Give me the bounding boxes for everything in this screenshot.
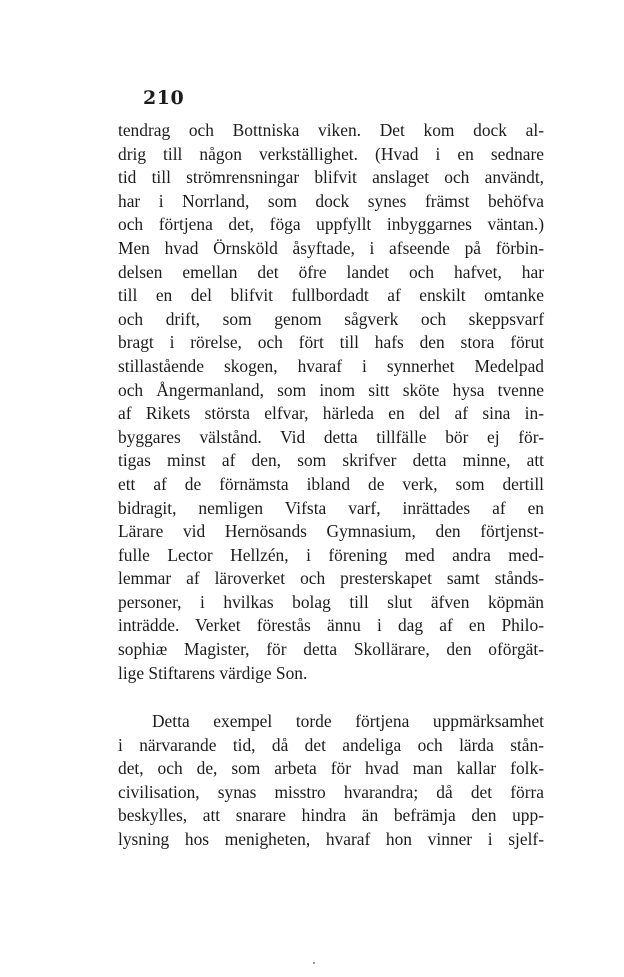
paper-speck — [313, 962, 315, 964]
text-line: i närvarande tid, då det andeliga och lärda stån- — [118, 734, 544, 755]
text-line: och Ångermanland, som inom sitt sköte hysa tvenne — [118, 379, 544, 400]
text-line: och förtjena det, föga uppfyllt inbyggarnes väntan.) — [118, 214, 544, 235]
text-line: till en del blifvit fullbordadt af enskilt omtanke — [118, 285, 544, 306]
text-line: och drift, som genom sågverk och skeppsvarf — [118, 308, 544, 329]
text-line: tid till strömrensningar blifvit anslaget och användt, — [118, 167, 544, 188]
text-line: tendrag och Bottniska viken. Det kom dock al- — [118, 120, 544, 140]
paragraph-1 — [118, 119, 544, 685]
text-line: inträdde. Verket förestås ännu i dag af en Philo- — [118, 615, 544, 636]
text-line: lige Stiftarens värdige Son. — [118, 662, 308, 683]
text-line: ett af de förnämsta ibland de verk, som dertill — [118, 473, 544, 494]
text-line: bragt i rörelse, och fört till hafs den stora förut — [118, 332, 544, 353]
text-line: Detta exempel torde förtjena uppmärksamhet — [152, 711, 544, 731]
text-line: har i Norrland, som dock synes främst behöfva — [118, 190, 544, 211]
text-line: stillastående skogen, hvaraf i synnerhet Medelpad — [118, 355, 544, 376]
text-line: byggares välstånd. Vid detta tillfälle bör ej för- — [118, 426, 544, 447]
text-line: personer, i hvilkas bolag till slut äfven köpmän — [118, 591, 544, 612]
text-line: lemmar af läroverket och presterskapet samt stånds- — [118, 568, 544, 589]
text-line: Lärare vid Hernösands Gymnasium, den förtjenst- — [118, 521, 544, 542]
text-line: det, och de, som arbeta för hvad man kallar folk- — [118, 758, 544, 779]
text-line: lysning hos menigheten, hvaraf hon vinner i sjelf- — [118, 828, 544, 849]
text-line: delsen emellan det öfre landet och hafvet, har — [118, 261, 544, 282]
page-number: 210 — [143, 87, 185, 109]
text-line: Men hvad Örnsköld åsyftade, i afseende på förbin- — [118, 237, 544, 258]
text-line: tigas minst af den, som skrifver detta minne, att — [118, 450, 544, 471]
text-line: bidragit, nemligen Vifsta varf, inrättades af en — [118, 497, 544, 518]
text-line: civilisation, synas misstro hvarandra; då det förra — [118, 781, 544, 802]
paragraph-2 — [118, 710, 544, 852]
text-line: beskylles, att snarare hindra än befrämja den upp- — [118, 805, 544, 826]
text-line: sophiæ Magister, för detta Skollärare, den oförgät- — [118, 639, 544, 660]
text-line: af Rikets största elfvar, härleda en del af sina in- — [118, 403, 544, 424]
text-line: drig till någon verkställighet. (Hvad i en sednare — [118, 143, 544, 164]
text-line: fulle Lector Hellzén, i förening med andra med- — [118, 544, 544, 565]
